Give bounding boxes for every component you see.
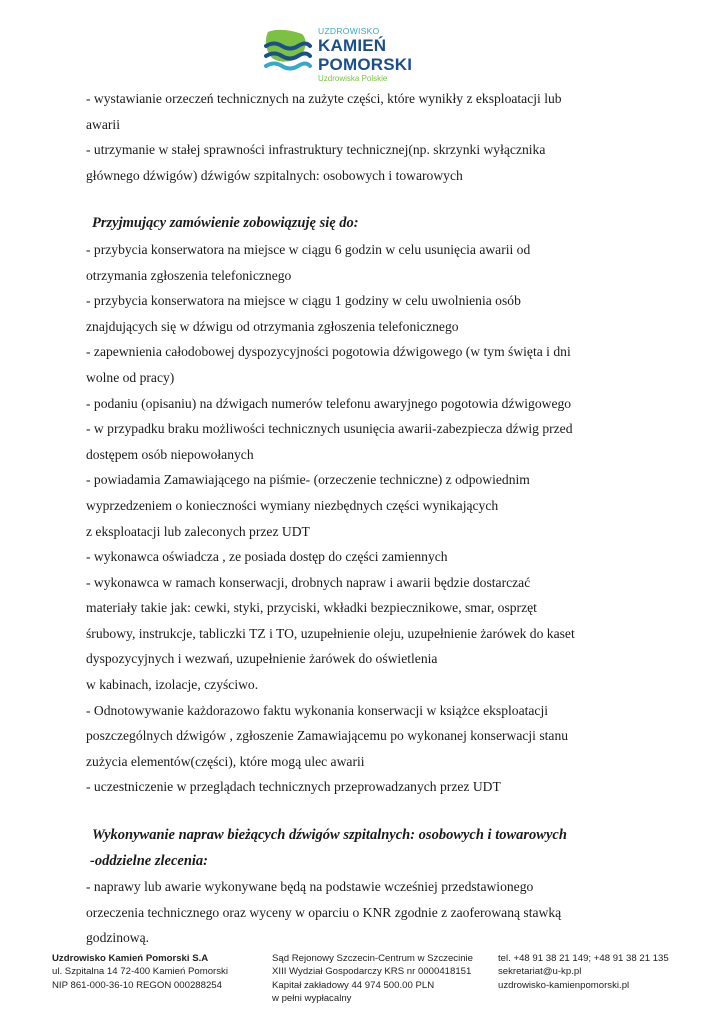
body-line: - utrzymanie w stałej sprawności infrastruktury technicznej(np. skrzynki wyłącznika — [86, 142, 546, 158]
document-body — [86, 86, 626, 951]
body-line: materiały takie jak: cewki, styki, przyciski, wkładki bezpiecznikowe, smar, osprzęt — [86, 600, 537, 616]
footer-tax-ids: NIP 861-000-36-10 REGON 000288254 — [52, 979, 222, 991]
body-line: dyspozycyjnych i wezwań, uzupełnienie żarówek do oświetlenia — [86, 651, 438, 667]
logo-wave-icon — [262, 28, 312, 76]
body-line: orzeczenia technicznego oraz wyceny w oparciu o KNR zgodnie z zaoferowaną stawką — [86, 904, 562, 920]
body-line: śrubowy, instrukcje, tabliczki TZ i TO, uzupełnienie oleju, uzupełnienie żarówek do kaset — [86, 625, 575, 641]
section1-list — [86, 237, 626, 800]
footer-company-column — [52, 952, 228, 992]
section2-heading: Wykonywanie napraw bieżących dźwigów szpitalnych: osobowych i towarowych — [92, 827, 567, 844]
footer-email-link[interactable]: sekretariat@u-kp.pl — [498, 966, 582, 978]
footer-address: ul. Szpitalna 14 72-400 Kamień Pomorski — [52, 966, 228, 978]
footer-website-link[interactable]: uzdrowisko-kamienpomorski.pl — [498, 979, 630, 991]
logo — [262, 26, 462, 83]
body-line: - powiadamia Zamawiającego na piśmie- (orzeczenie techniczne) z odpowiednim — [86, 472, 530, 488]
footer-registry-column — [272, 952, 473, 1006]
body-line: - uczestniczenie w przeglądach technicznych przeprowadzanych przez UDT — [86, 779, 501, 795]
footer-court: Sąd Rejonowy Szczecin-Centrum w Szczecinie — [272, 953, 474, 964]
body-line: znajdujących się w dźwigu od otrzymania zgłoszenia telefonicznego — [86, 318, 459, 334]
footer-capital: Kapitał zakładowy 44 974 500.00 PLN — [272, 979, 435, 991]
body-line: - naprawy lub awarie wykonywane będą na podstawie wcześniej przedstawionego — [86, 879, 534, 895]
footer-capital-note: w pełni wypłacalny — [272, 993, 352, 1005]
footer-contact-column — [498, 952, 669, 992]
footer-company-name: Uzdrowisko Kamień Pomorski S.A — [52, 953, 209, 964]
body-line: - przybycia konserwatora na miejsce w ciągu 1 godziny w celu uwolnienia osób — [86, 293, 521, 309]
body-line: awarii — [86, 116, 120, 132]
footer-phone: tel. +48 91 38 21 149; +48 91 38 21 135 — [498, 953, 669, 964]
logo-main-text: KAMIEŃ POMORSKI — [318, 36, 413, 74]
body-line: - wystawianie orzeczeń technicznych na zużyte części, które wynikły z eksploatacji lub — [86, 91, 562, 106]
body-line: wyprzedzeniem o konieczności wymiany niezbędnych części wynikających — [86, 497, 499, 513]
body-line: poszczególnych dźwigów , zgłoszenie Zamawiającemu po wykonanej konserwacji stanu — [86, 728, 569, 744]
body-line: - Odnotowywanie każdorazowo faktu wykonania konserwacji w książce eksploatacji — [86, 702, 549, 718]
body-line: - podaniu (opisaniu) na dźwigach numerów telefonu awaryjnego pogotowia dźwigowego — [86, 395, 572, 411]
body-line: głównego dźwigów) dźwigów szpitalnych: osobowych i towarowych — [86, 167, 463, 183]
body-line: - wykonawca oświadcza , ze posiada dostęp do części zamiennych — [86, 549, 448, 565]
body-line: wolne od pracy) — [86, 369, 175, 385]
intro-block — [86, 86, 626, 188]
body-line: - zapewnienia całodobowej dyspozycyjności pogotowia dźwigowego (w tym święta i dni — [86, 344, 571, 360]
body-line: - przybycia konserwatora na miejsce w ciągu 6 godzin w celu usunięcia awarii od — [86, 241, 531, 257]
body-line: otrzymania zgłoszenia telefonicznego — [86, 267, 292, 283]
logo-sub-text: Uzdrowiska Polskie — [318, 74, 388, 83]
body-line: z eksploatacji lub zaleconych przez UDT — [86, 523, 310, 539]
section2-heading-continued: -oddzielne zlecenia: — [90, 852, 208, 869]
section2-list — [86, 874, 626, 951]
footer-krs: XIII Wydział Gospodarczy KRS nr 0000418151 — [272, 966, 472, 978]
logo-text — [318, 26, 462, 84]
section1-heading: Przyjmujący zamówienie zobowiązuję się do: — [92, 215, 359, 232]
logo-top-text: UZDROWISKO — [318, 26, 380, 36]
body-line: dostępem osób niepowołanych — [86, 446, 254, 462]
body-line: godzinową. — [86, 930, 150, 946]
body-line: - wykonawca w ramach konserwacji, drobnych napraw i awarii będzie dostarczać — [86, 574, 531, 590]
body-line: w kabinach, izolacje, czyściwo. — [86, 677, 259, 693]
body-line: - w przypadku braku możliwości technicznych usunięcia awarii-zabezpiecza dźwig przed — [86, 421, 573, 437]
body-line: zużycia elementów(części), które mogą ulec awarii — [86, 753, 365, 769]
